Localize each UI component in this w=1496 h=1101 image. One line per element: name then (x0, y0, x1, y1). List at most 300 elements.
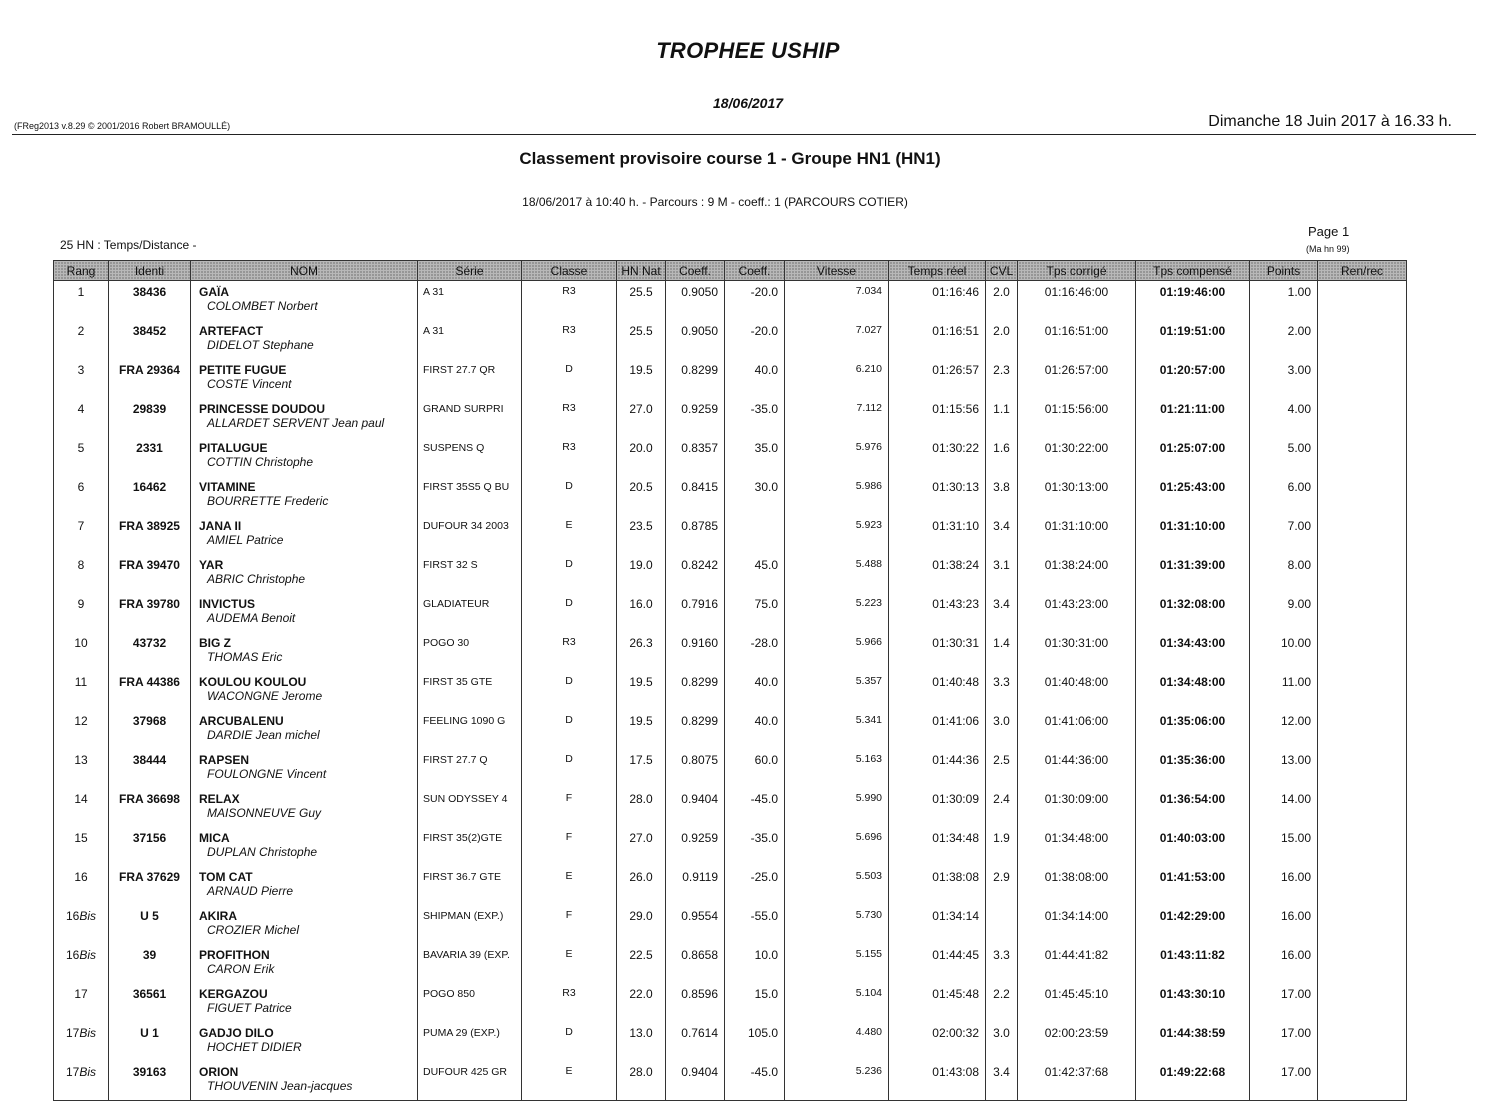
column-header: Coeff. (666, 261, 725, 281)
serie-cell (418, 476, 522, 515)
speed: 7.112 (785, 398, 889, 437)
rank-number: 9 (77, 597, 85, 611)
column-header: Temps réel (889, 261, 986, 281)
boat-name: RAPSEN (199, 753, 250, 767)
skipper-name: COSTE Vincent (207, 377, 292, 391)
ren-rec (1318, 749, 1407, 788)
boat-serie: DUFOUR 425 GR (423, 1066, 508, 1078)
coefficient: 0.9259 (666, 398, 725, 437)
column-header: NOM (191, 261, 418, 281)
sail-id: 38452 (109, 320, 191, 359)
boat-serie: FIRST 36.7 GTE (423, 871, 501, 883)
rank-number: 13 (74, 753, 88, 767)
results-table (53, 260, 1407, 1101)
name-cell (191, 515, 418, 554)
boat-name: KOULOU KOULOU (199, 675, 307, 689)
serie-cell (418, 866, 522, 905)
rank-cell (54, 515, 109, 554)
compensated-time: 01:35:36:00 (1136, 749, 1250, 788)
table-row (54, 1061, 1407, 1101)
hn-national: 13.0 (617, 1022, 666, 1061)
rank-number: 7 (77, 519, 85, 533)
points: 1.00 (1250, 281, 1318, 321)
boat-serie: GLADIATEUR (423, 598, 490, 610)
coefficient-secondary: 35.0 (725, 437, 785, 476)
cvl: 3.4 (986, 593, 1018, 632)
rank-cell (54, 632, 109, 671)
speed: 5.104 (785, 983, 889, 1022)
corrected-time: 01:15:56:00 (1018, 398, 1136, 437)
table-row (54, 476, 1407, 515)
boat-class: D (522, 749, 617, 788)
sail-id: 39 (109, 944, 191, 983)
compensated-time: 01:31:39:00 (1136, 554, 1250, 593)
document-title: TROPHEE USHIP (656, 38, 840, 63)
table-row (54, 905, 1407, 944)
real-time: 01:30:09 (889, 788, 986, 827)
boat-class: R3 (522, 632, 617, 671)
sail-id: 43732 (109, 632, 191, 671)
serie-cell (418, 983, 522, 1022)
table-row (54, 632, 1407, 671)
compensated-time: 01:19:46:00 (1136, 281, 1250, 321)
coefficient-secondary: 40.0 (725, 359, 785, 398)
rank-bis: Bis (79, 1065, 97, 1079)
corrected-time: 01:44:41:82 (1018, 944, 1136, 983)
ren-rec (1318, 905, 1407, 944)
sail-id: FRA 29364 (109, 359, 191, 398)
skipper-name: CARON Erik (207, 962, 275, 976)
real-time: 01:40:48 (889, 671, 986, 710)
points: 6.00 (1250, 476, 1318, 515)
hn-national: 25.5 (617, 281, 666, 321)
ren-rec (1318, 1022, 1407, 1061)
points: 9.00 (1250, 593, 1318, 632)
boat-class: D (522, 710, 617, 749)
skipper-name: AUDEMA Benoit (207, 611, 296, 625)
boat-name: JANA II (199, 519, 242, 533)
ren-rec (1318, 1061, 1407, 1101)
compensated-time: 01:40:03:00 (1136, 827, 1250, 866)
rank-number: 16 (65, 909, 80, 923)
boat-name: PITALUGUE (199, 441, 268, 455)
table-row (54, 359, 1407, 398)
real-time: 01:44:36 (889, 749, 986, 788)
corrected-time: 01:26:57:00 (1018, 359, 1136, 398)
corrected-time: 01:16:51:00 (1018, 320, 1136, 359)
sail-id: 38444 (109, 749, 191, 788)
compensated-time: 01:43:11:82 (1136, 944, 1250, 983)
cvl (986, 905, 1018, 944)
table-row (54, 866, 1407, 905)
ren-rec (1318, 827, 1407, 866)
sail-id: 39163 (109, 1061, 191, 1101)
rank-number: 4 (77, 402, 85, 416)
real-time: 01:41:06 (889, 710, 986, 749)
compensated-time: 01:21:11:00 (1136, 398, 1250, 437)
skipper-name: FOULONGNE Vincent (207, 767, 327, 781)
rank-number: 3 (77, 363, 85, 377)
rank-cell (54, 671, 109, 710)
serie-cell (418, 788, 522, 827)
serie-cell (418, 905, 522, 944)
points: 12.00 (1250, 710, 1318, 749)
name-cell (191, 983, 418, 1022)
ranking-subtitle: Classement provisoire course 1 - Groupe HN1 (HN1) (519, 149, 941, 168)
hn-national: 25.5 (617, 320, 666, 359)
cvl: 3.0 (986, 1022, 1018, 1061)
hn-national: 26.3 (617, 632, 666, 671)
speed: 5.976 (785, 437, 889, 476)
coefficient: 0.8242 (666, 554, 725, 593)
boat-serie: A 31 (423, 286, 445, 298)
speed: 5.488 (785, 554, 889, 593)
boat-class: F (522, 827, 617, 866)
rank-number: 12 (74, 714, 88, 728)
points: 4.00 (1250, 398, 1318, 437)
speed: 4.480 (785, 1022, 889, 1061)
ren-rec (1318, 671, 1407, 710)
corrected-time: 01:41:06:00 (1018, 710, 1136, 749)
speed: 5.357 (785, 671, 889, 710)
cvl: 3.3 (986, 944, 1018, 983)
table-row (54, 710, 1407, 749)
ren-rec (1318, 632, 1407, 671)
points: 16.00 (1250, 905, 1318, 944)
table-row (54, 749, 1407, 788)
hn-national: 19.5 (617, 359, 666, 398)
skipper-name: MAISONNEUVE Guy (207, 806, 322, 820)
ren-rec (1318, 320, 1407, 359)
compensated-time: 01:36:54:00 (1136, 788, 1250, 827)
coefficient-secondary: 60.0 (725, 749, 785, 788)
boat-name: KERGAZOU (199, 987, 268, 1001)
rank-bis: Bis (79, 909, 97, 923)
print-timestamp: Dimanche 18 Juin 2017 à 16.33 h. (1208, 113, 1452, 130)
coefficient: 0.8075 (666, 749, 725, 788)
serie-cell (418, 1022, 522, 1061)
boat-name: RELAX (199, 792, 240, 806)
column-header: Série (418, 261, 522, 281)
cvl: 2.4 (986, 788, 1018, 827)
sail-id: FRA 39780 (109, 593, 191, 632)
corrected-time: 01:42:37:68 (1018, 1061, 1136, 1101)
name-cell (191, 749, 418, 788)
page-number: Page 1 (1308, 224, 1350, 239)
real-time: 01:16:51 (889, 320, 986, 359)
points: 2.00 (1250, 320, 1318, 359)
real-time: 01:38:08 (889, 866, 986, 905)
coefficient-secondary: 40.0 (725, 710, 785, 749)
skipper-name: COLOMBET Norbert (207, 299, 318, 313)
rank-cell (54, 1022, 109, 1061)
boat-name: INVICTUS (199, 597, 256, 611)
serie-cell (418, 398, 522, 437)
sail-id: FRA 36698 (109, 788, 191, 827)
serie-cell (418, 359, 522, 398)
rank-number: 16 (74, 870, 88, 884)
serie-cell (418, 320, 522, 359)
table-row (54, 944, 1407, 983)
ren-rec (1318, 944, 1407, 983)
ren-rec (1318, 437, 1407, 476)
event-date: 18/06/2017 (712, 95, 784, 111)
coefficient-secondary: -20.0 (725, 281, 785, 321)
sail-id: 16462 (109, 476, 191, 515)
hn-national: 29.0 (617, 905, 666, 944)
boat-name: GADJO DILO (199, 1026, 274, 1040)
coefficient: 0.9050 (666, 281, 725, 321)
name-cell (191, 905, 418, 944)
points: 7.00 (1250, 515, 1318, 554)
cvl: 1.6 (986, 437, 1018, 476)
header-divider (12, 134, 1476, 135)
race-info: 18/06/2017 à 10:40 h. - Parcours : 9 M - coeff.: 1 (PARCOURS COTIER) (522, 195, 908, 209)
software-credit: (FReg2013 v.8.29 © 2001/2016 Robert BRAMOULLÉ) (14, 121, 231, 131)
ren-rec (1318, 359, 1407, 398)
coefficient: 0.9404 (666, 788, 725, 827)
boat-name: GAÏA (199, 285, 229, 299)
sail-id: FRA 39470 (109, 554, 191, 593)
rank-cell (54, 788, 109, 827)
table-row (54, 983, 1407, 1022)
speed: 5.155 (785, 944, 889, 983)
real-time: 01:45:48 (889, 983, 986, 1022)
serie-cell (418, 554, 522, 593)
name-cell (191, 944, 418, 983)
rank-number: 10 (74, 636, 88, 650)
column-header: Tps corrigé (1018, 261, 1136, 281)
boat-serie: FIRST 35(2)GTE (423, 832, 503, 844)
table-row (54, 320, 1407, 359)
boat-class: D (522, 671, 617, 710)
boat-name: PETITE FUGUE (199, 363, 287, 377)
cvl: 2.0 (986, 320, 1018, 359)
real-time: 01:43:08 (889, 1061, 986, 1101)
real-time: 01:26:57 (889, 359, 986, 398)
corrected-time: 01:38:08:00 (1018, 866, 1136, 905)
coefficient: 0.9119 (666, 866, 725, 905)
cvl: 3.1 (986, 554, 1018, 593)
serie-cell (418, 632, 522, 671)
corrected-time: 01:30:13:00 (1018, 476, 1136, 515)
real-time: 01:16:46 (889, 281, 986, 321)
table-row (54, 593, 1407, 632)
cvl: 2.2 (986, 983, 1018, 1022)
rank-bis: Bis (79, 948, 97, 962)
real-time: 01:30:22 (889, 437, 986, 476)
coefficient: 0.8299 (666, 710, 725, 749)
boat-name: MICA (199, 831, 230, 845)
rank-number: 17 (74, 987, 88, 1001)
sail-id: FRA 44386 (109, 671, 191, 710)
coefficient-secondary: -28.0 (725, 632, 785, 671)
rank-number: 16 (65, 948, 80, 962)
coefficient-secondary: 45.0 (725, 554, 785, 593)
points: 17.00 (1250, 1061, 1318, 1101)
table-row (54, 1022, 1407, 1061)
boat-class: R3 (522, 398, 617, 437)
rank-number: 6 (77, 480, 85, 494)
rank-cell (54, 320, 109, 359)
rank-number: 1 (77, 285, 85, 299)
boat-serie: GRAND SURPRI (423, 403, 504, 415)
table-row (54, 281, 1407, 321)
skipper-name: CROZIER Michel (207, 923, 300, 937)
hn-national: 19.0 (617, 554, 666, 593)
name-cell (191, 1022, 418, 1061)
hn-national: 19.5 (617, 710, 666, 749)
coefficient-secondary: -25.0 (725, 866, 785, 905)
hn-national: 20.5 (617, 476, 666, 515)
speed: 5.986 (785, 476, 889, 515)
column-header: Tps compensé (1136, 261, 1250, 281)
speed: 5.990 (785, 788, 889, 827)
boat-class: D (522, 359, 617, 398)
table-header-row (54, 261, 1407, 281)
coefficient: 0.7916 (666, 593, 725, 632)
points: 15.00 (1250, 827, 1318, 866)
compensated-time: 01:31:10:00 (1136, 515, 1250, 554)
hn-national: 16.0 (617, 593, 666, 632)
name-cell (191, 476, 418, 515)
boat-class: E (522, 1061, 617, 1101)
name-cell (191, 632, 418, 671)
rank-cell (54, 827, 109, 866)
points: 10.00 (1250, 632, 1318, 671)
rank-cell (54, 749, 109, 788)
speed: 6.210 (785, 359, 889, 398)
coefficient: 0.8596 (666, 983, 725, 1022)
points: 11.00 (1250, 671, 1318, 710)
coefficient-secondary: 40.0 (725, 671, 785, 710)
boat-class: E (522, 515, 617, 554)
compensated-time: 01:43:30:10 (1136, 983, 1250, 1022)
column-header: Vitesse (785, 261, 889, 281)
rank-cell (54, 476, 109, 515)
coefficient-secondary (725, 515, 785, 554)
speed: 5.236 (785, 1061, 889, 1101)
points: 17.00 (1250, 983, 1318, 1022)
rank-cell (54, 866, 109, 905)
corrected-time: 01:30:22:00 (1018, 437, 1136, 476)
hn-national: 22.0 (617, 983, 666, 1022)
name-cell (191, 398, 418, 437)
real-time: 01:34:48 (889, 827, 986, 866)
table-row (54, 398, 1407, 437)
serie-cell (418, 593, 522, 632)
serie-cell (418, 710, 522, 749)
cvl: 2.3 (986, 359, 1018, 398)
corrected-time: 01:16:46:00 (1018, 281, 1136, 321)
boat-name: VITAMINE (199, 480, 256, 494)
rank-number: 2 (77, 324, 85, 338)
coefficient: 0.8299 (666, 359, 725, 398)
compensated-time: 01:25:43:00 (1136, 476, 1250, 515)
hn-national: 22.5 (617, 944, 666, 983)
real-time: 01:15:56 (889, 398, 986, 437)
speed: 5.730 (785, 905, 889, 944)
speed: 7.034 (785, 281, 889, 321)
ma-hn-note: (Ma hn 99) (1306, 244, 1350, 254)
boat-serie: POGO 850 (423, 988, 475, 1000)
ren-rec (1318, 554, 1407, 593)
name-cell (191, 866, 418, 905)
skipper-name: AMIEL Patrice (207, 533, 284, 547)
name-cell (191, 827, 418, 866)
rank-cell (54, 437, 109, 476)
cvl: 2.0 (986, 281, 1018, 321)
coefficient-secondary: -45.0 (725, 788, 785, 827)
boat-class: D (522, 554, 617, 593)
skipper-name: HOCHET DIDIER (207, 1040, 302, 1054)
boat-class: F (522, 788, 617, 827)
ren-rec (1318, 515, 1407, 554)
points: 17.00 (1250, 1022, 1318, 1061)
speed: 5.923 (785, 515, 889, 554)
corrected-time: 01:31:10:00 (1018, 515, 1136, 554)
boat-name: PRINCESSE DOUDOU (199, 402, 326, 416)
corrected-time: 01:34:14:00 (1018, 905, 1136, 944)
points: 5.00 (1250, 437, 1318, 476)
boat-serie: FIRST 35S5 Q BU (423, 481, 510, 493)
boat-class: D (522, 593, 617, 632)
real-time: 01:30:31 (889, 632, 986, 671)
speed: 5.223 (785, 593, 889, 632)
skipper-name: THOUVENIN Jean-jacques (207, 1079, 353, 1093)
compensated-time: 01:34:43:00 (1136, 632, 1250, 671)
compensated-time: 01:25:07:00 (1136, 437, 1250, 476)
corrected-time: 01:38:24:00 (1018, 554, 1136, 593)
compensated-time: 01:41:53:00 (1136, 866, 1250, 905)
sail-id: 38436 (109, 281, 191, 321)
points: 14.00 (1250, 788, 1318, 827)
coefficient-secondary: -35.0 (725, 827, 785, 866)
serie-cell (418, 281, 522, 321)
speed: 5.503 (785, 866, 889, 905)
coefficient: 0.9554 (666, 905, 725, 944)
ren-rec (1318, 788, 1407, 827)
name-cell (191, 281, 418, 321)
sail-id: FRA 38925 (109, 515, 191, 554)
name-cell (191, 437, 418, 476)
compensated-time: 01:32:08:00 (1136, 593, 1250, 632)
name-cell (191, 710, 418, 749)
compensated-time: 01:49:22:68 (1136, 1061, 1250, 1101)
skipper-name: ARNAUD Pierre (207, 884, 294, 898)
boat-class: R3 (522, 281, 617, 321)
cvl: 3.3 (986, 671, 1018, 710)
coefficient: 0.9050 (666, 320, 725, 359)
coefficient-secondary: 15.0 (725, 983, 785, 1022)
boat-class: F (522, 905, 617, 944)
skipper-name: BOURRETTE Frederic (207, 494, 329, 508)
boat-serie: SUSPENS Q (423, 442, 485, 454)
sail-id: U 5 (109, 905, 191, 944)
rank-number: 11 (74, 675, 88, 689)
real-time: 01:44:45 (889, 944, 986, 983)
coefficient-secondary: 30.0 (725, 476, 785, 515)
boat-class: D (522, 476, 617, 515)
hn-national: 23.5 (617, 515, 666, 554)
compensated-time: 01:42:29:00 (1136, 905, 1250, 944)
boat-name: AKIRA (199, 909, 237, 923)
ren-rec (1318, 593, 1407, 632)
boat-class: R3 (522, 983, 617, 1022)
hn-national: 26.0 (617, 866, 666, 905)
coefficient-secondary: 105.0 (725, 1022, 785, 1061)
boat-class: D (522, 1022, 617, 1061)
